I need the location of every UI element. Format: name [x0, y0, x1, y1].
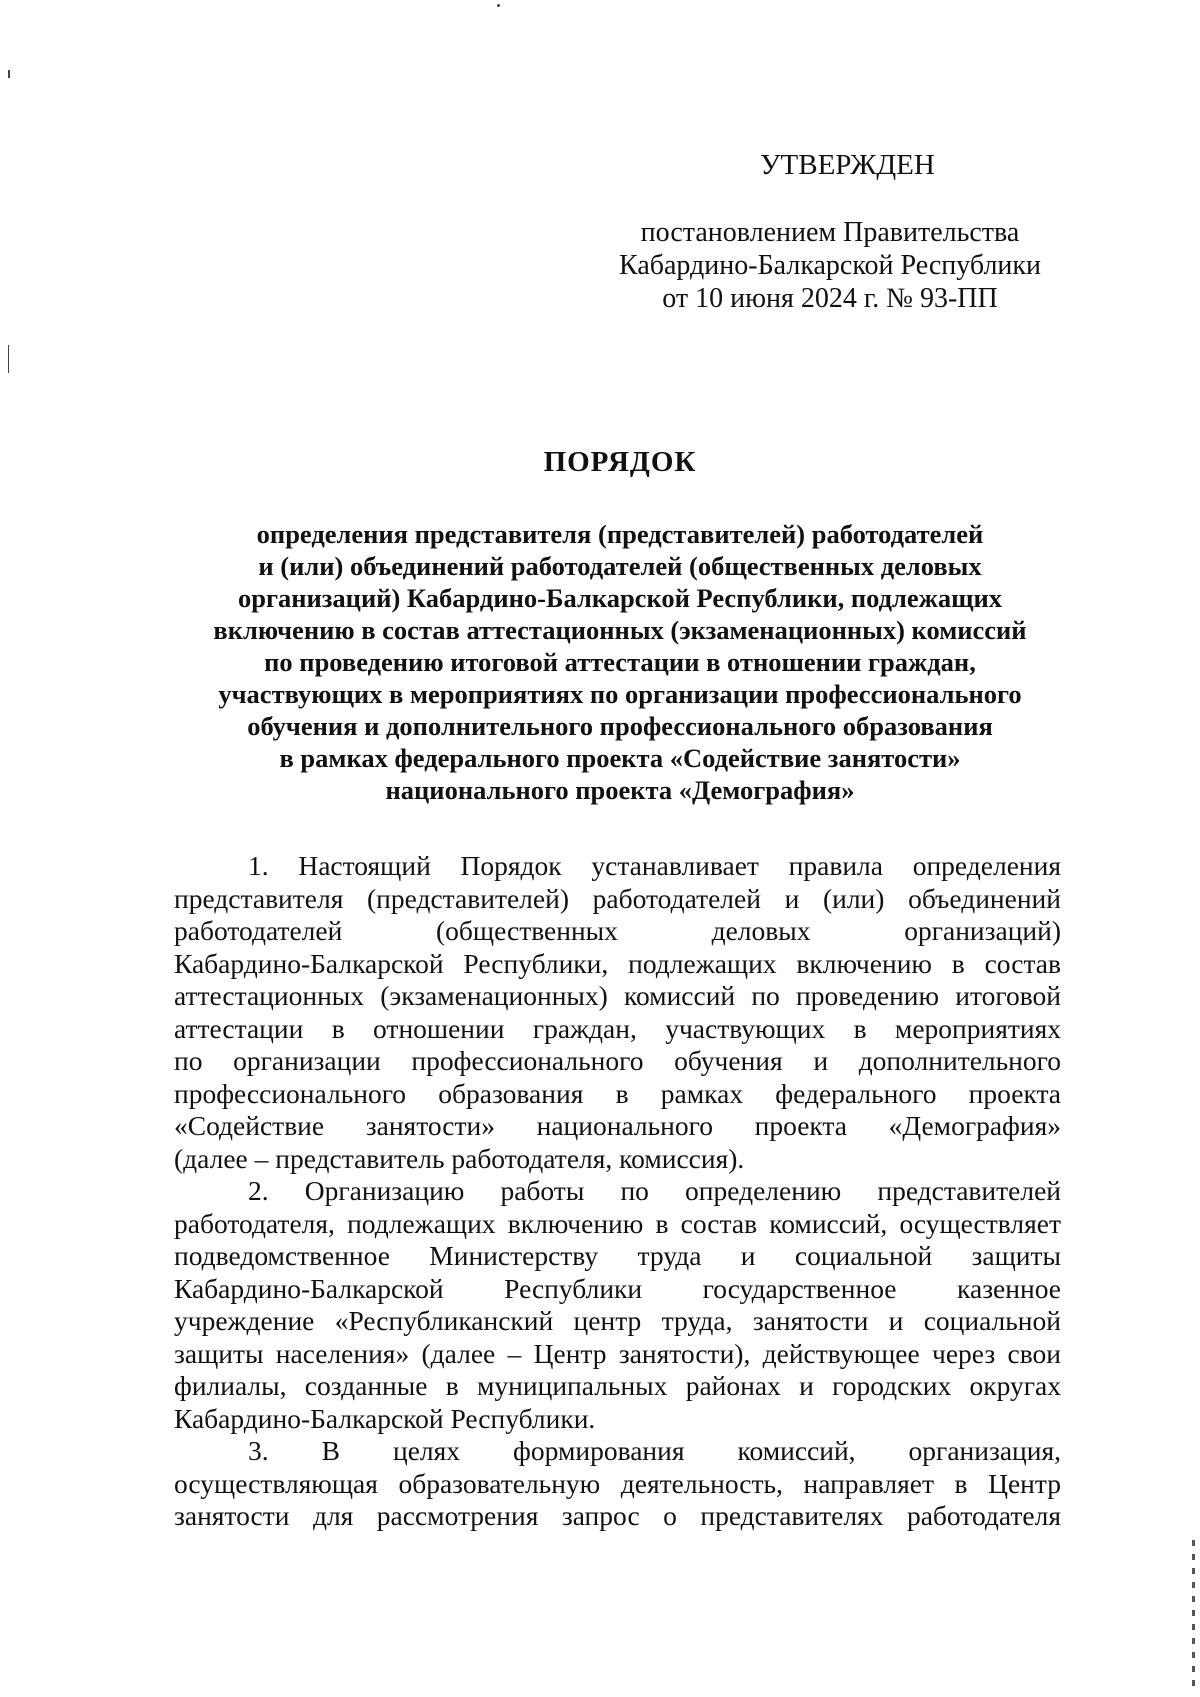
subtitle-line: и (или) объединений работодателей (общественных деловых [258, 551, 982, 581]
body-line: работодателей (общественных деловых организаций) [174, 915, 1061, 946]
body-line: аттестации в отношении граждан, участвующих в мероприятиях [174, 1012, 1061, 1044]
subtitle-line: определения представителя (представителей) работодателей [256, 519, 984, 549]
body-line: (далее – представитель работодателя, комиссия). [174, 1142, 745, 1174]
document-subtitle [170, 518, 1070, 806]
body-line: 1. Настоящий Порядок устанавливает правила определения [248, 850, 1061, 881]
paragraph-2 [174, 1175, 1061, 1435]
subtitle-line: участвующих в мероприятиях по организации профессионального [218, 679, 1022, 709]
document-body [174, 850, 1061, 1533]
subtitle-line: обучения и дополнительного профессионального образования [247, 711, 993, 741]
paragraph-1 [174, 850, 1061, 1175]
subtitle-line: в рамках федерального проекта «Содействие занятости» [279, 743, 961, 773]
approval-line: постановлением Правительства [640, 217, 1020, 248]
body-line: осуществляющая образовательную деятельность, направляет в Центр [174, 1467, 1061, 1499]
body-line: работодателя, подлежащих включению в состав комиссий, осуществляет [174, 1207, 1061, 1239]
body-line: «Содействие занятости» национального проекта «Демография» [174, 1110, 1061, 1141]
body-line: занятости для рассмотрения запрос о представителях работодателя [174, 1500, 1061, 1531]
subtitle-line: организаций) Кабардино-Балкарской Республики, подлежащих [237, 583, 1003, 613]
body-line: учреждение «Республиканский центр труда, занятости и социальной [174, 1305, 1061, 1336]
approval-line: от 10 июня 2024 г. № 93-ПП [662, 283, 998, 314]
body-line: защиты населения» (далее – Центр занятости), действующее через свои [174, 1337, 1061, 1369]
body-line: Кабардино-Балкарской Республики. [174, 1402, 596, 1434]
scan-artifact [8, 70, 10, 78]
body-line: 3. В целях формирования комиссий, организация, [248, 1435, 1061, 1466]
body-line: 2. Организацию работы по определению представителей [248, 1175, 1061, 1206]
body-line: подведомственное Министерству труда и социальной защиты [174, 1240, 1061, 1271]
body-line: филиалы, созданные в муниципальных районах и городских округах [174, 1370, 1061, 1401]
approval-block [580, 216, 1080, 315]
subtitle-line: национального проекта «Демография» [385, 775, 855, 805]
body-line: Кабардино-Балкарской Республики государственное казенное [174, 1272, 1061, 1304]
body-line: представителя (представителей) работодателей и (или) объединений [174, 882, 1061, 914]
approval-heading: УТВЕРЖДЕН [760, 149, 935, 181]
approval-line: Кабардино-Балкарской Республики [619, 250, 1041, 281]
paragraph-3 [174, 1435, 1061, 1533]
body-line: Кабардино-Балкарской Республики, подлежащих включению в состав [174, 947, 1061, 979]
scan-artifact [1192, 1540, 1195, 1690]
document-title: ПОРЯДОК [543, 446, 697, 478]
scan-artifact [497, 4, 500, 7]
body-line: по организации профессионального обучения и дополнительного [174, 1045, 1061, 1076]
subtitle-line: включению в состав аттестационных (экзаменационных) комиссий [213, 615, 1027, 645]
subtitle-line: по проведению итоговой аттестации в отношении граждан, [264, 647, 976, 677]
scan-artifact [8, 345, 9, 373]
body-line: аттестационных (экзаменационных) комиссий по проведению итоговой [174, 980, 1061, 1011]
body-line: профессионального образования в рамках федерального проекта [174, 1077, 1061, 1109]
